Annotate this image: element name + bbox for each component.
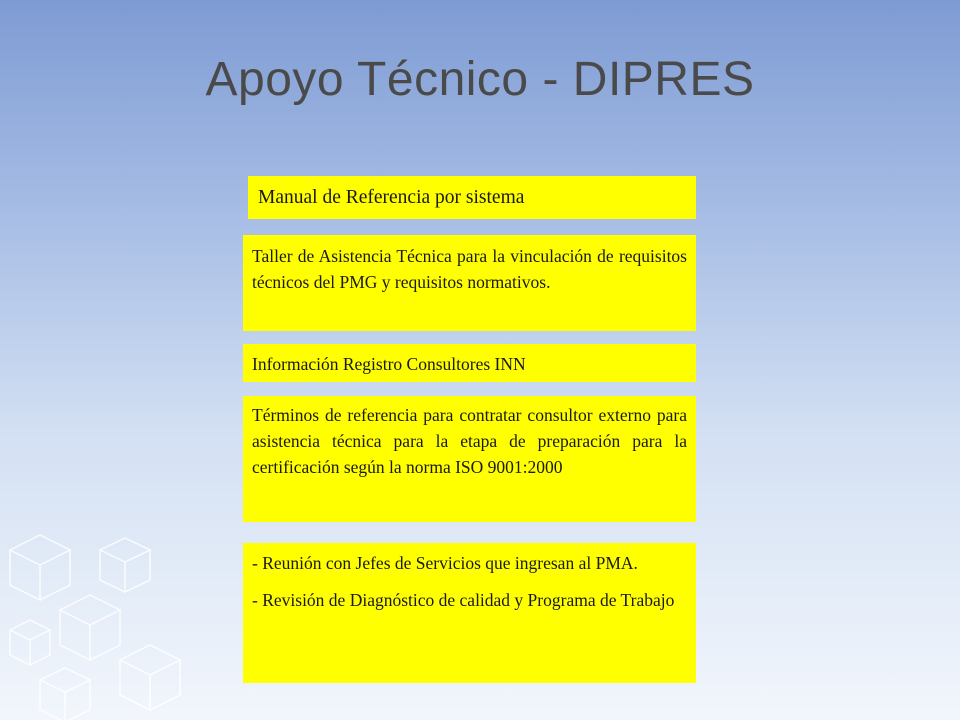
- box-manual-referencia: [248, 176, 696, 219]
- box-paragraph: - Revisión de Diagnóstico de calidad y Programa de Trabajo: [252, 590, 675, 610]
- box-reuniones: [243, 543, 696, 683]
- box-taller-asistencia: [243, 235, 696, 331]
- slide-title: Apoyo Técnico - DIPRES: [205, 53, 755, 106]
- box-registro-consultores: [243, 344, 696, 382]
- box-text: Información Registro Consultores INN: [252, 354, 526, 374]
- box-text: Términos de referencia para contratar consultor externo para asistencia técnica para la etapa de preparación para la certificación según la norma ISO 9001:2000: [252, 405, 687, 477]
- box-paragraph: - Reunión con Jefes de Servicios que ingresan al PMA.: [252, 553, 638, 573]
- cube-pattern-decoration: [0, 490, 190, 720]
- box-text: Taller de Asistencia Técnica para la vinculación de requisitos técnicos del PMG y requisitos normativos.: [252, 246, 687, 292]
- box-terminos-referencia: [243, 396, 696, 522]
- box-text: Manual de Referencia por sistema: [258, 187, 525, 208]
